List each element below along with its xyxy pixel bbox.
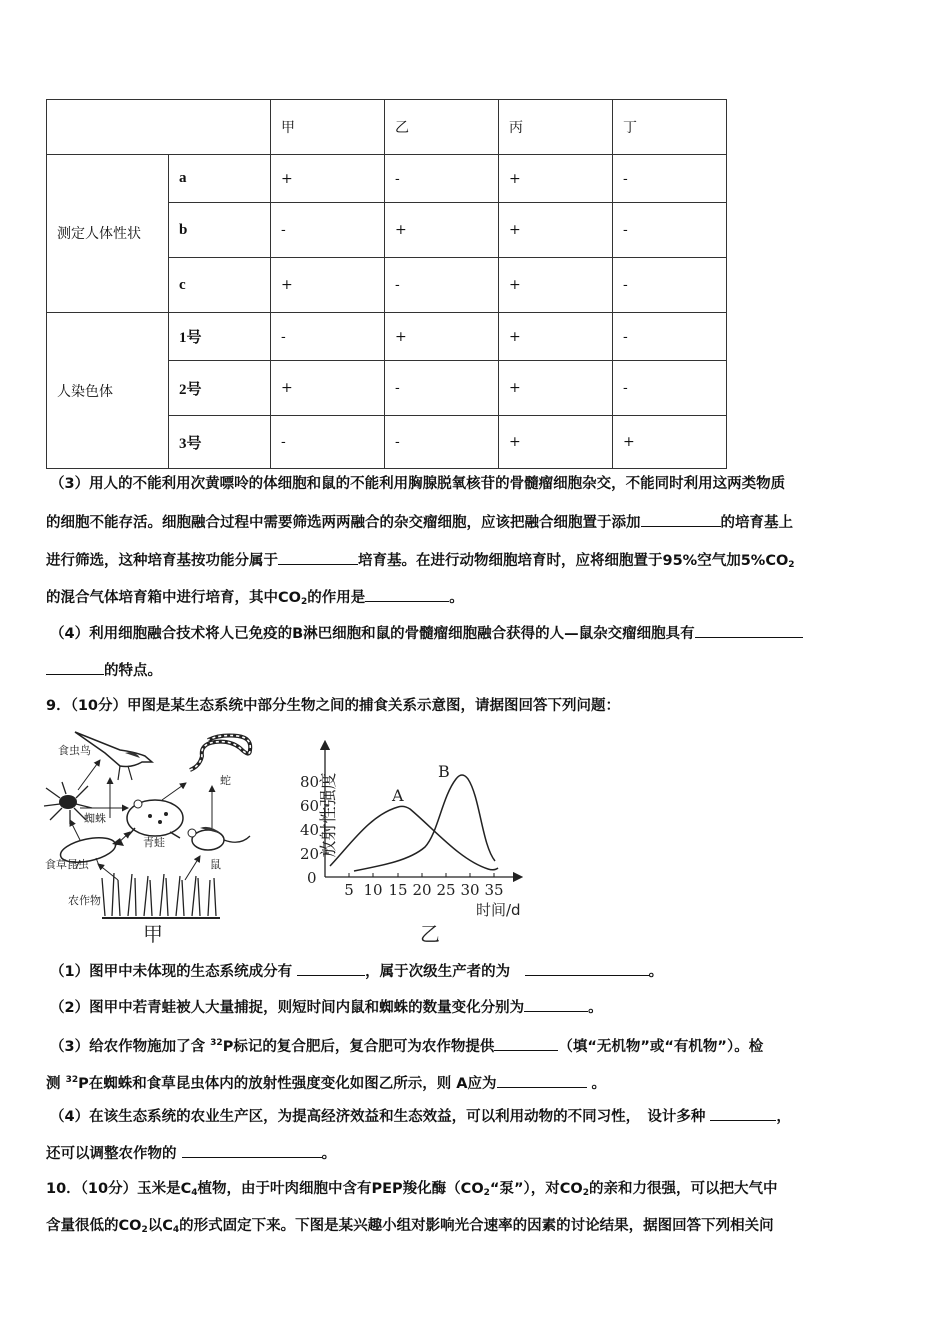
text: 测 [46,1076,61,1092]
answer-blank[interactable] [524,997,588,1012]
answer-blank[interactable] [710,1106,776,1121]
cell: + [271,361,385,416]
q8-p3-line1: （3）用人的不能利用次黄嘌呤的体细胞和鼠的不能利用胸腺脱氧核苷的骨髓瘤细胞杂交，不能同时利用这两类物质 [50,476,786,492]
text: （4）利用细胞融合技术将人已免疫的B淋巴细胞和鼠的骨髓瘤细胞融合获得的人—鼠杂交瘤细胞具有 [50,626,695,642]
mouse-icon [188,827,250,850]
text: 。 [588,1000,603,1016]
svg-text:80: 80 [300,773,320,791]
q9-q1 [50,961,663,982]
subscript: 2 [788,560,795,570]
cell: - [613,361,727,416]
snake-icon [190,736,250,771]
text: 的作用是 [307,590,366,606]
text: 的形式固定下来。下图是某兴趣小组对影响光合速率的因素的讨论结果，据图回答下列相关问 [179,1218,774,1234]
cell: - [271,203,385,258]
text: 的亲和力很强，可以把大气中 [588,1181,778,1197]
cell: - [613,155,727,203]
series-a-label: A [392,786,404,805]
text: “泵”），对CO [489,1181,583,1197]
text: （2）图甲中若青蛙被人大量捕捉，则短时间内鼠和蜘蛛的数量变化分别为 [50,1000,525,1016]
figure-jia-caption: 甲 [143,922,163,946]
x-tick-labels [344,881,503,899]
crops-icon [102,873,220,918]
cell: + [499,361,613,416]
cell: - [613,313,727,361]
cell: + [499,258,613,313]
subscript: 4 [191,1188,198,1198]
cell: + [499,155,613,203]
text: （4）在该生态系统的农业生产区，为提高经济效益和生态效益，可以利用动物的不同习性， 设计多种 [50,1109,706,1125]
cell: + [385,313,499,361]
y-tick-labels [300,773,319,887]
subscript: 2 [141,1225,148,1235]
text: 的细胞不能存活。细胞融合过程中需要筛选两两融合的杂交瘤细胞，应该把融合细胞置于添加 [46,515,641,531]
svg-text:15: 15 [388,881,408,899]
cell: - [271,416,385,469]
x-axis-label: 时间/d [476,901,521,919]
answer-blank[interactable] [525,961,649,976]
label-crops: 农作物 [68,894,101,907]
text: 。 [648,964,664,980]
col-header-ding: 丁 [613,100,727,155]
subscript: 2 [483,1188,490,1198]
axis-ticks [325,782,494,877]
cell: - [385,416,499,469]
y-axis-label: 放射性强度 [319,772,339,858]
cell: + [385,203,499,258]
col-header-yi: 乙 [385,100,499,155]
label-mouse: 鼠 [210,858,221,871]
data-table [46,99,727,469]
q8-p3-line3 [46,550,795,575]
svg-text:20: 20 [412,881,432,899]
subscript: 4 [172,1225,180,1235]
text: （3）给农作物施加了含 [50,1039,206,1055]
text: ，属于次级生产者的为 [365,964,511,980]
answer-blank[interactable] [297,961,365,976]
subscript: 2 [300,597,308,607]
table-corner [47,100,271,155]
cell: - [385,258,499,313]
q8-p3-line4 [46,587,464,612]
group-label-chromosome: 人染色体 [47,313,169,469]
cell: - [613,203,727,258]
cell: - [385,155,499,203]
frog-icon [127,800,183,838]
q10-line1 [46,1179,777,1203]
text: 。 [586,1076,607,1092]
q8-p3-line2 [46,512,793,533]
svg-text:5: 5 [344,881,354,899]
text: ， [776,1109,791,1125]
col-header-bing: 丙 [499,100,613,155]
text: P在蜘蛛和食草昆虫体内的放射性强度变化如图乙所示，则 A应为 [78,1076,497,1092]
cell: + [499,416,613,469]
svg-text:40: 40 [300,821,320,839]
label-spider: 蜘蛛 [84,812,106,825]
label-snake: 蛇 [220,774,231,787]
text: 的特点。 [104,663,162,679]
row-label: 1号 [169,313,271,361]
cell: - [271,313,385,361]
text: P标记的复合肥后，复合肥可为农作物提供 [222,1039,495,1055]
q9-q4-line2 [46,1143,336,1164]
q9-q2 [50,997,603,1018]
answer-blank[interactable] [497,1073,587,1088]
text: 的混合气体培育箱中进行培育，其中CO [46,590,301,606]
q9-q3-line2 [46,1070,606,1094]
answer-blank[interactable] [494,1036,558,1051]
text: 。 [321,1146,337,1162]
cell: + [271,155,385,203]
superscript: 32 [65,1075,79,1085]
text: 还可以调整农作物的 [46,1146,177,1162]
q9-q4-line1 [50,1106,791,1127]
series-a-line [330,806,498,869]
text: 10．（10分）玉米是C [46,1181,192,1197]
cell: + [499,313,613,361]
label-insect: 食草昆虫 [45,858,89,871]
answer-blank[interactable] [695,623,803,638]
q8-p4-line2 [46,660,162,681]
answer-blank[interactable] [641,512,721,527]
text: 以C [147,1218,173,1234]
answer-blank[interactable] [46,660,104,675]
subscript: 2 [582,1188,589,1198]
svg-text:10: 10 [363,881,383,899]
cell: + [271,258,385,313]
answer-blank[interactable] [365,587,449,602]
cell: - [385,361,499,416]
series-b-label: B [438,762,450,781]
table-row [47,155,727,203]
svg-text:60: 60 [300,797,320,815]
superscript: 32 [210,1038,223,1048]
text: 植物，由于叶肉细胞中含有PEP羧化酶（CO [197,1181,484,1197]
q9-q3-line1 [50,1033,763,1057]
row-label: 3号 [169,416,271,469]
row-label: c [169,258,271,313]
cell: - [613,258,727,313]
group-label-traits: 测定人体性状 [47,155,169,313]
figure-yi-caption: 乙 [420,922,440,946]
row-label: a [169,155,271,203]
q10-line2 [46,1216,774,1240]
text: 含量很低的CO [46,1218,142,1234]
svg-text:35: 35 [484,881,504,899]
series-b-line [354,775,495,871]
svg-text:20: 20 [300,845,320,863]
label-frog: 青蛙 [143,836,165,849]
svg-text:25: 25 [436,881,456,899]
svg-text:30: 30 [460,881,480,899]
text: 进行筛选，这种培育基按功能分属于 [46,553,278,569]
cell: + [613,416,727,469]
q9-title: 9．（10分）甲图是某生态系统中部分生物之间的捕食关系示意图，请据图回答下列问题： [46,698,621,714]
q8-p4-line1 [50,623,803,644]
text: （填“无机物”或“有机物”）。检 [558,1039,764,1055]
answer-blank[interactable] [182,1143,322,1158]
label-bird: 食虫鸟 [58,744,91,757]
svg-text:0: 0 [307,869,317,887]
radioactivity-chart [270,735,530,945]
text: 培育基。在进行动物细胞培育时，应将细胞置于95%空气加5%CO [358,553,789,569]
text: 的培育基上 [720,515,793,531]
answer-blank[interactable] [278,550,358,565]
cell: + [499,203,613,258]
col-header-jia: 甲 [271,100,385,155]
text: 。 [449,590,464,606]
text: （1）图甲中未体现的生态系统成分有 [50,964,293,980]
row-label: 2号 [169,361,271,416]
table-row [47,313,727,361]
row-label: b [169,203,271,258]
